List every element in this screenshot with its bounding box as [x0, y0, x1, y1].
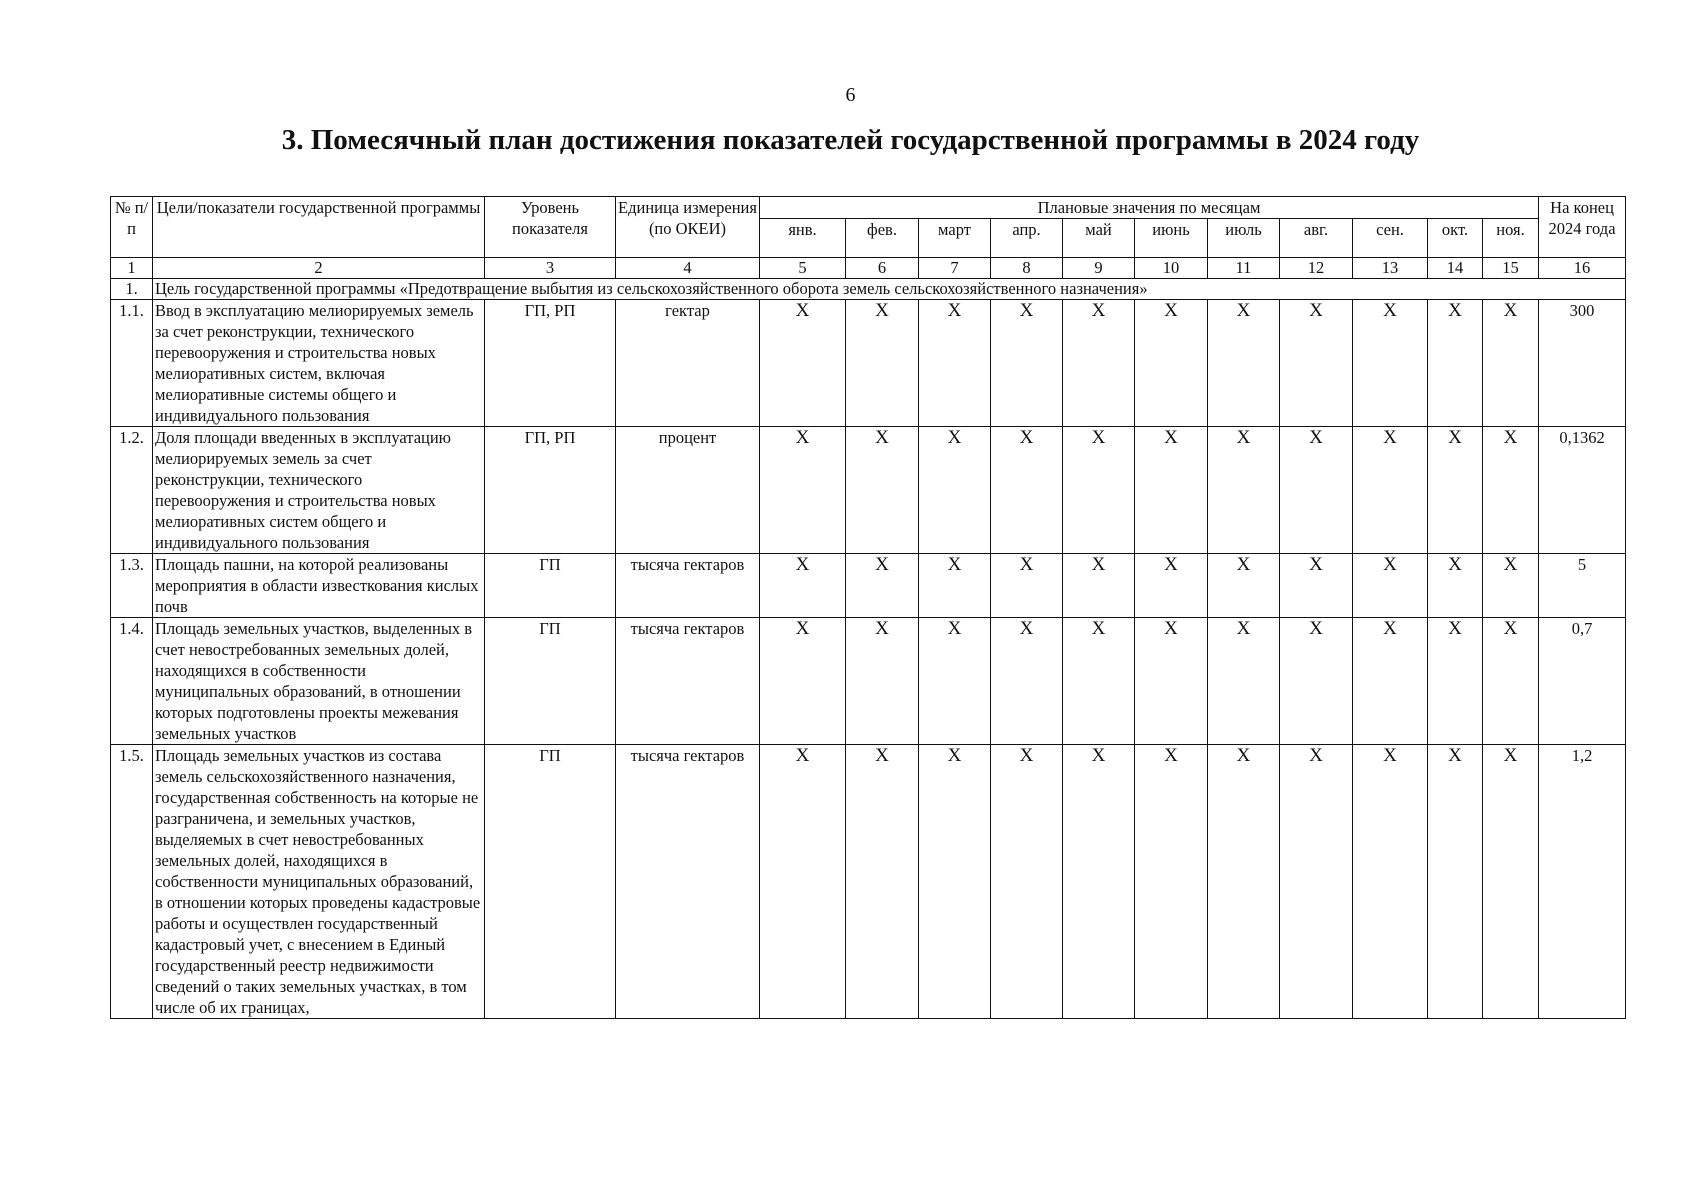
header-goal: Цели/показатели государственной программы [153, 197, 485, 258]
row-month-value: X [919, 427, 991, 554]
column-number: 4 [616, 258, 760, 279]
row-month-value: X [1483, 618, 1539, 745]
row-month-value: X [1063, 554, 1135, 618]
row-month-value: X [760, 427, 846, 554]
header-month: авг. [1280, 219, 1353, 258]
row-month-value: X [1280, 554, 1353, 618]
row-month-value: X [991, 618, 1063, 745]
row-level: ГП, РП [485, 300, 616, 427]
monthly-plan-table [110, 196, 1626, 1019]
row-month-value: X [991, 554, 1063, 618]
row-month-value: X [1483, 427, 1539, 554]
row-indicator-name: Ввод в эксплуатацию мелиорируемых земель за счет реконструкции, технического перевооружения и строительства новых мелиоративных систем, включая мелиоративные системы общего и индивидуального пользования [153, 300, 485, 427]
row-month-value: X [760, 745, 846, 1019]
row-month-value: X [1353, 427, 1428, 554]
header-month: июнь [1135, 219, 1208, 258]
row-month-value: X [919, 618, 991, 745]
row-month-value: X [760, 618, 846, 745]
header-month: май [1063, 219, 1135, 258]
row-end-value: 0,1362 [1539, 427, 1626, 554]
column-number: 2 [153, 258, 485, 279]
row-month-value: X [1428, 427, 1483, 554]
page-title: 3. Помесячный план достижения показателей государственной программы в 2024 году [281, 124, 1420, 156]
header-level: Уровень показателя [485, 197, 616, 258]
header-month: март [919, 219, 991, 258]
page-number: 6 [845, 84, 856, 106]
row-month-value: X [919, 554, 991, 618]
row-month-value: X [1135, 554, 1208, 618]
row-end-value: 300 [1539, 300, 1626, 427]
row-end-value: 0,7 [1539, 618, 1626, 745]
header-unit: Единица измерения (по ОКЕИ) [616, 197, 760, 258]
row-month-value: X [1063, 427, 1135, 554]
table-row [111, 554, 1626, 618]
row-month-value: X [991, 745, 1063, 1019]
header-planned: Плановые значения по месяцам [760, 197, 1539, 219]
row-month-value: X [1135, 427, 1208, 554]
column-number: 1 [111, 258, 153, 279]
row-month-value: X [760, 554, 846, 618]
column-number: 10 [1135, 258, 1208, 279]
row-month-value: X [1428, 618, 1483, 745]
row-indicator-name: Площадь пашни, на которой реализованы мероприятия в области известкования кислых почв [153, 554, 485, 618]
column-number: 13 [1353, 258, 1428, 279]
header-month: июль [1208, 219, 1280, 258]
row-month-value: X [1280, 300, 1353, 427]
row-indicator-name: Доля площади введенных в эксплуатацию мелиорируемых земель за счет реконструкции, технического перевооружения и строительства новых мелиоративных систем общего и индивидуального пользования [153, 427, 485, 554]
row-month-value: X [1208, 300, 1280, 427]
row-month-value: X [1280, 618, 1353, 745]
column-number: 7 [919, 258, 991, 279]
table-row [111, 618, 1626, 745]
column-number: 5 [760, 258, 846, 279]
header-month: янв. [760, 219, 846, 258]
table-row [111, 745, 1626, 1019]
row-month-value: X [991, 300, 1063, 427]
row-unit: тысяча гектаров [616, 745, 760, 1019]
row-unit: процент [616, 427, 760, 554]
row-end-value: 1,2 [1539, 745, 1626, 1019]
row-month-value: X [1208, 618, 1280, 745]
row-level: ГП [485, 745, 616, 1019]
row-unit: тысяча гектаров [616, 618, 760, 745]
row-month-value: X [846, 427, 919, 554]
row-level: ГП [485, 618, 616, 745]
table-row [111, 300, 1626, 427]
table-row [111, 427, 1626, 554]
row-month-value: X [1135, 300, 1208, 427]
row-num: 1.1. [111, 300, 153, 427]
row-month-value: X [1135, 618, 1208, 745]
row-num: 1.5. [111, 745, 153, 1019]
row-month-value: X [1483, 745, 1539, 1019]
row-num: 1.2. [111, 427, 153, 554]
column-number-row [111, 258, 1626, 279]
column-number: 12 [1280, 258, 1353, 279]
row-month-value: X [1063, 618, 1135, 745]
row-month-value: X [846, 618, 919, 745]
column-number: 15 [1483, 258, 1539, 279]
row-month-value: X [919, 745, 991, 1019]
header-month: сен. [1353, 219, 1428, 258]
row-indicator-name: Площадь земельных участков из состава земель сельскохозяйственного назначения, государственная собственность на которые не разграничена, и земельных участков, выделяемых в счет невостребованных земельных долей, находящихся в собственности муниципальных образований, в отношении которых проведены кадастровые работы и осуществлен государственный кадастровый учет, с внесением в Единый государственный реестр недвижимости сведений о таких земельных участках, в том числе об их границах, [153, 745, 485, 1019]
row-month-value: X [1483, 554, 1539, 618]
row-month-value: X [1135, 745, 1208, 1019]
goal-text: Цель государственной программы «Предотвращение выбытия из сельскохозяйственного оборота земель сельскохозяйственного назначения» [153, 279, 1626, 300]
row-unit: тысяча гектаров [616, 554, 760, 618]
row-month-value: X [991, 427, 1063, 554]
row-indicator-name: Площадь земельных участков, выделенных в счет невостребованных земельных долей, находящихся в собственности муниципальных образований, в отношении которых подготовлены проекты межевания земельных участков [153, 618, 485, 745]
row-unit: гектар [616, 300, 760, 427]
header-month: фев. [846, 219, 919, 258]
row-month-value: X [1208, 554, 1280, 618]
row-month-value: X [1428, 554, 1483, 618]
row-month-value: X [846, 554, 919, 618]
row-month-value: X [1428, 300, 1483, 427]
header-row-1 [111, 197, 1626, 219]
row-month-value: X [846, 745, 919, 1019]
column-number: 14 [1428, 258, 1483, 279]
row-level: ГП [485, 554, 616, 618]
header-month: ноя. [1483, 219, 1539, 258]
row-month-value: X [1208, 427, 1280, 554]
row-month-value: X [1428, 745, 1483, 1019]
column-number: 16 [1539, 258, 1626, 279]
row-month-value: X [1280, 427, 1353, 554]
row-month-value: X [760, 300, 846, 427]
goal-num: 1. [111, 279, 153, 300]
row-month-value: X [919, 300, 991, 427]
row-month-value: X [1353, 745, 1428, 1019]
row-num: 1.4. [111, 618, 153, 745]
row-end-value: 5 [1539, 554, 1626, 618]
row-month-value: X [1353, 554, 1428, 618]
row-num: 1.3. [111, 554, 153, 618]
column-number: 9 [1063, 258, 1135, 279]
row-month-value: X [1280, 745, 1353, 1019]
column-number: 6 [846, 258, 919, 279]
header-month: окт. [1428, 219, 1483, 258]
row-month-value: X [1063, 300, 1135, 427]
row-month-value: X [846, 300, 919, 427]
row-month-value: X [1353, 300, 1428, 427]
row-month-value: X [1483, 300, 1539, 427]
header-end: На конец 2024 года [1539, 197, 1626, 258]
row-level: ГП, РП [485, 427, 616, 554]
column-number: 8 [991, 258, 1063, 279]
goal-row [111, 279, 1626, 300]
row-month-value: X [1353, 618, 1428, 745]
column-number: 11 [1208, 258, 1280, 279]
header-month: апр. [991, 219, 1063, 258]
column-number: 3 [485, 258, 616, 279]
row-month-value: X [1208, 745, 1280, 1019]
header-num: № п/п [111, 197, 153, 258]
row-month-value: X [1063, 745, 1135, 1019]
